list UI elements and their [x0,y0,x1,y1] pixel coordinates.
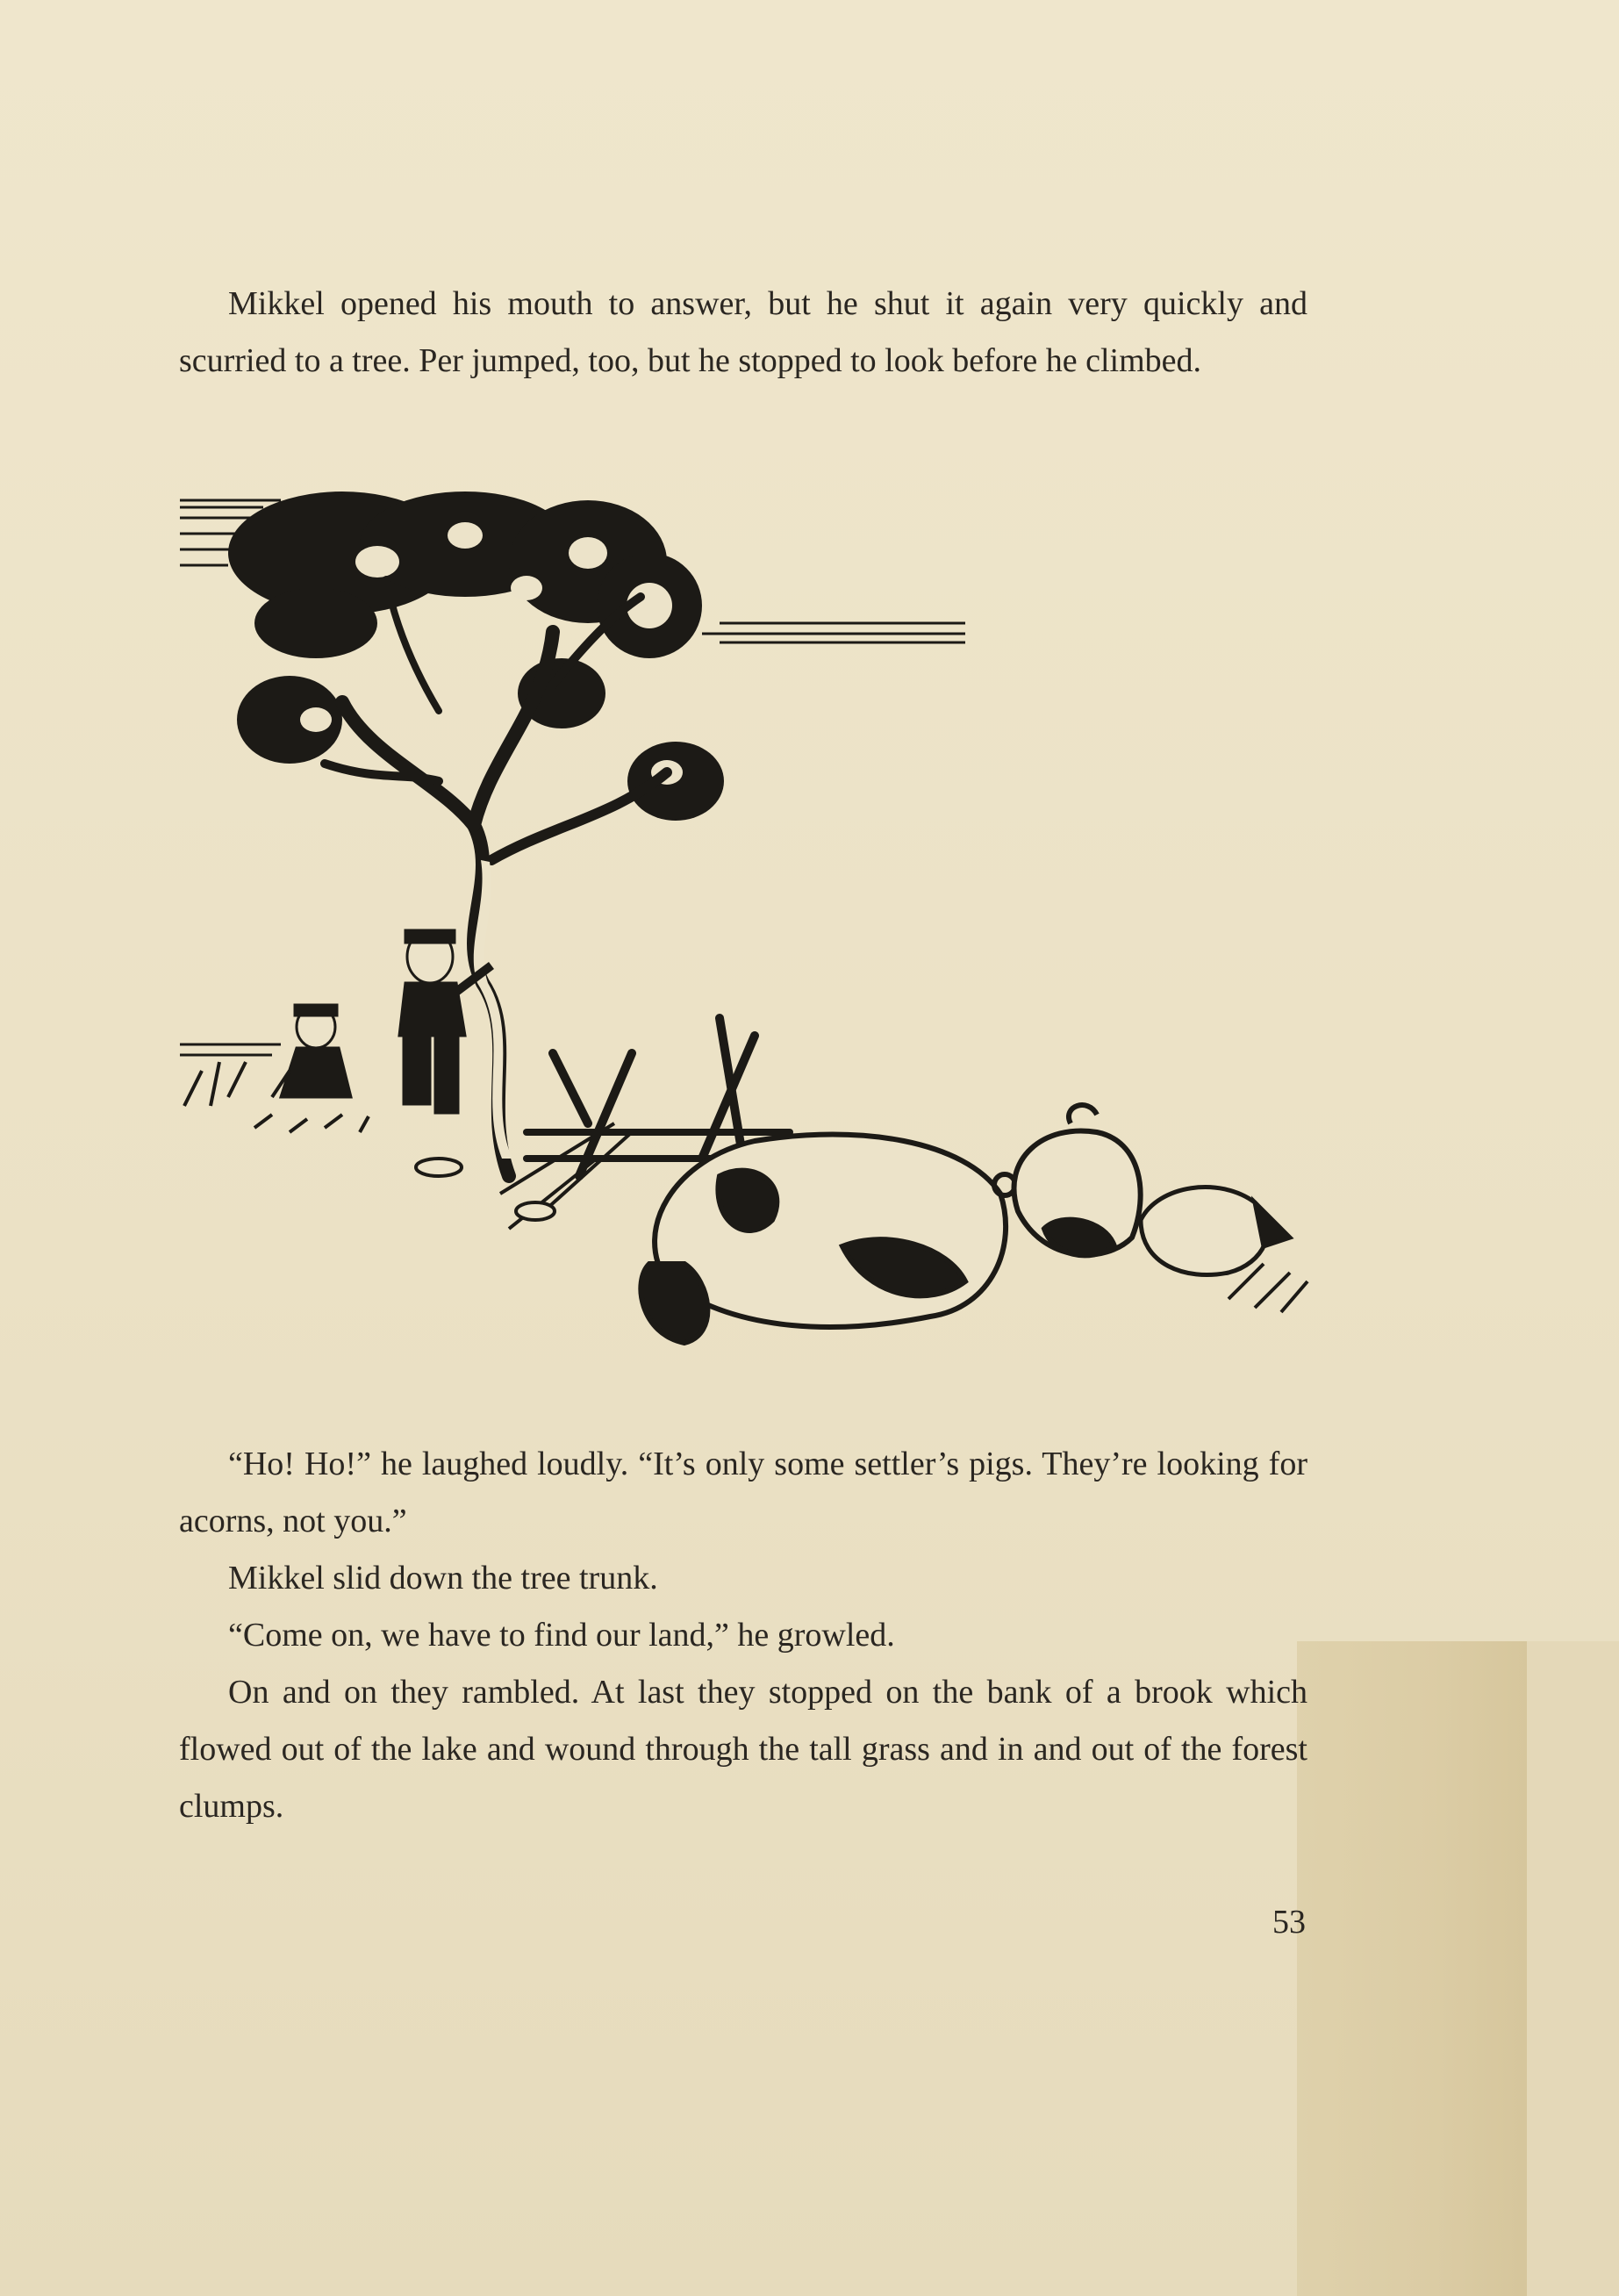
paragraph: On and on they rambled. At last they stopped on the bank of a brook which flowed out of the lake and wound through the tall grass and in and out of the forest clumps. [179,1674,1307,1825]
pig-far [1141,1187,1290,1275]
paragraph: “Come on, we have to find our land,” he growled. [228,1617,895,1654]
paragraph: “Ho! Ho!” he laughed loudly. “It’s only some settler’s pigs. They’re looking for acorns, not you.” [179,1446,1307,1539]
text-block-bottom [179,1436,1307,1835]
paragraph: Mikkel opened his mouth to answer, but he shut it again very quickly and scurried to a tree. Per jumped, too, but he stopped to look before he climbed. [179,285,1307,379]
rocks [416,1159,555,1220]
tree-and-pigs-illustration [176,491,1316,1369]
pig-small [1014,1105,1141,1255]
text-block-top [179,276,1307,390]
paper-edge [1527,1641,1619,2296]
boy-crouching [281,1005,351,1097]
paper-stain [1297,1641,1527,2296]
page-number: 53 [1272,1904,1306,1941]
paragraph: Mikkel slid down the tree trunk. [228,1560,658,1596]
pig-large [641,1135,1015,1344]
